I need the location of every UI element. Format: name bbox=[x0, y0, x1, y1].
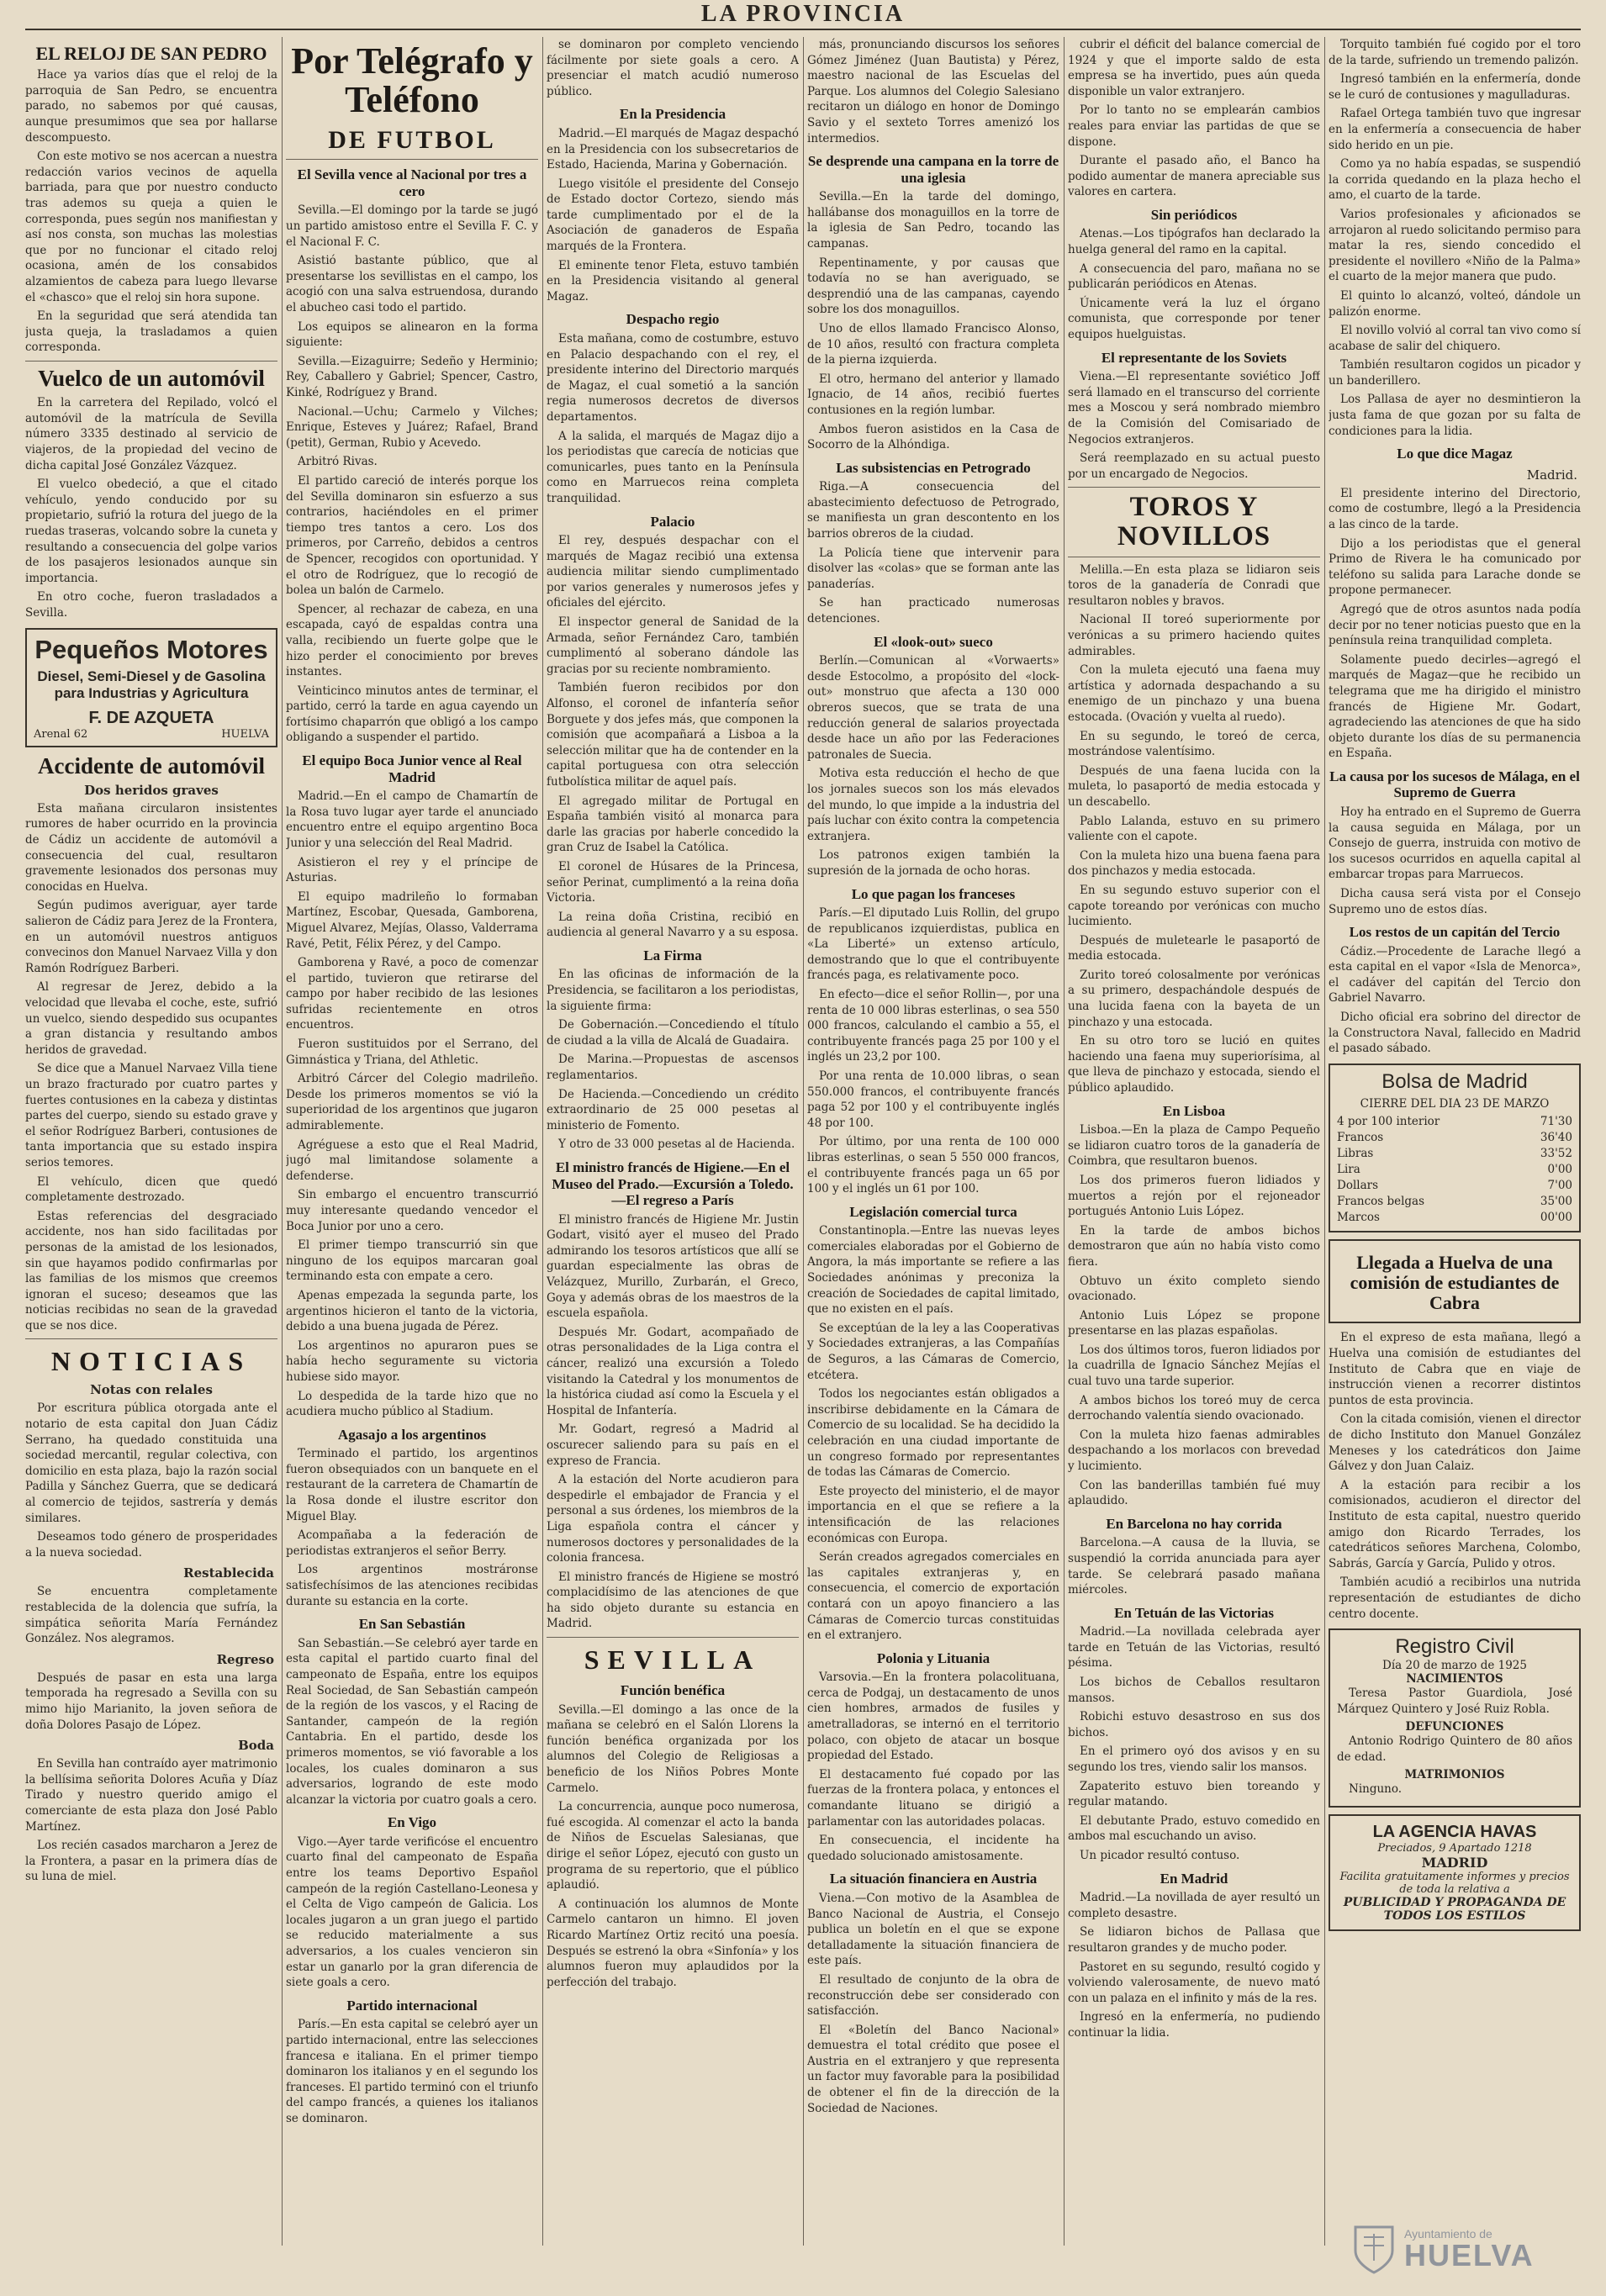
article-paragraph: Varsovia.—En la frontera polacolituana, cerca de Podgaj, un destacamento de unos cien hombres, armados de fusiles y ametralladoras, se internó en el territorio polaco, con objeto de atacar un bosque propiedad del Estado. bbox=[807, 1671, 1059, 1763]
article-paragraph: El otro, hermano del anterior y llamado Ignacio, de 14 años, recibió fuertes contusiones en la región lumbar. bbox=[807, 372, 1059, 417]
section-title: NOTICIAS bbox=[50, 1346, 252, 1377]
article-headline: EL RELOJ DE SAN PEDRO bbox=[35, 43, 267, 64]
article-paragraph: Zapaterito estuvo bien toreando y regular matando. bbox=[1068, 1779, 1320, 1809]
article-paragraph: Por lo tanto no se emplearán cambios reales para enviar las partidas de que se dispone. bbox=[1068, 103, 1320, 149]
havas-title: LA AGENCIA HAVAS bbox=[1372, 1823, 1537, 1842]
bolsa-label: Francos bbox=[1337, 1130, 1384, 1144]
article-paragraph: Constantinopla.—Entre las nuevas leyes comerciales elaboradas por el Gobierno de Angora, la más importante se refiere a las Sociedades anónimas y preconiza la creación de Sociedades de capital limitado, que no existen en el país. bbox=[807, 1224, 1059, 1317]
column-rule bbox=[803, 37, 804, 2246]
havas-address: Preciados, 9 Apartado 1218 bbox=[1377, 1842, 1532, 1855]
article-paragraph: Se encuentra completamente restablecida de la dolencia que sufría, la simpática señorita María Fernández González. Nos alegramos. bbox=[25, 1585, 277, 1646]
article-paragraph: cubrir el déficit del balance comercial de 1924 y que el importe saldo de esta empresa se ha invertido, pues aún queda disponible un valor extranjero. bbox=[1068, 38, 1320, 98]
article-headline: Función benéfica bbox=[620, 1682, 726, 1699]
article-paragraph: Madrid.—El marqués de Magaz despachó en la Presidencia con los subsecretarios de Estado, Hacienda, Marina y Gobernación. bbox=[547, 126, 799, 172]
coat-of-arms-icon bbox=[1352, 2222, 1396, 2276]
section-title: TOROS Y NOVILLOS bbox=[1117, 492, 1271, 552]
article-paragraph: En su otro toro se lució en quites haciendo una faena muy superiorísima, al que lleva de pinchazo y estocada, siendo el público aplaudido. bbox=[1068, 1034, 1320, 1095]
article-headline: En Madrid bbox=[1160, 1870, 1228, 1887]
article-headline: Despacho regio bbox=[626, 311, 720, 328]
divider bbox=[25, 1338, 277, 1339]
article-headline: El equipo Boca Junior vence al Real Madrid bbox=[302, 752, 522, 785]
article-paragraph: Después de una faena lucida con la muleta, lo pasaportó de media estocada y un descabello. bbox=[1068, 763, 1320, 809]
article-paragraph: Se dice que a Manuel Narvaez Villa tiene un brazo fracturado por cuatro partes y fuertes contusiones en la cabeza y distintas partes del cuerpo, siendo su estado grave y el señor Rodríguez Barberi, contusiones de tanta importancia que su estado inspira serios temores. bbox=[25, 1062, 277, 1169]
article-paragraph: Sevilla.—Eizaguirre; Sedeño y Herminio; Rey, Caballero y Gabriel; Spencer, Castro, Kinké, Rodríguez y Brand. bbox=[286, 354, 538, 399]
article-paragraph: Ingresó también en la enfermería, donde se le curó de contusiones y magulladuras. bbox=[1329, 72, 1581, 102]
article-paragraph: Durante el pasado año, el Banco ha podido aumentar de manera apreciable sus valores en cartera. bbox=[1068, 154, 1320, 199]
bolsa-label: Francos belgas bbox=[1337, 1194, 1425, 1208]
article-paragraph: Por último, por una renta de 100 000 libras esterlinas, o sean 5 550 000 francos, el contribuyente francés paga un 65 por 100 y el inglés un 61 por 100. bbox=[807, 1135, 1059, 1196]
article-headline: Polonia y Lituania bbox=[876, 1649, 991, 1666]
bolsa-value: 71'30 bbox=[1540, 1114, 1572, 1128]
registro-entry: Ninguno. bbox=[1349, 1782, 1403, 1797]
article-paragraph: Un picador resultó contuso. bbox=[1080, 1849, 1240, 1863]
article-paragraph: Los dos últimos toros, fueron lidiados por la cuadrilla de Ignacio Sánchez Mejías el cual tuvo una tarde superior. bbox=[1068, 1343, 1320, 1389]
article-paragraph: Se lidiaron bichos de Pallasa que resultaron grandes y de mucho poder. bbox=[1068, 1925, 1320, 1955]
bolsa-value: 0'00 bbox=[1547, 1162, 1572, 1176]
article-paragraph: Después de pasar en esta una larga temporada ha regresado a Sevilla con su mimo hijo Marianito, la joven señora de doña Dolores Pasajo de López. bbox=[25, 1671, 277, 1732]
havas-text: Facilita gratuitamente informes y precios de toda la relativa a bbox=[1339, 1871, 1570, 1897]
bolsa-row bbox=[1337, 1194, 1572, 1210]
havas-slogan: PUBLICIDAD Y PROPAGANDA DE TODOS LOS ESTILOS bbox=[1343, 1896, 1566, 1924]
bolsa-box bbox=[1329, 1064, 1581, 1232]
article-paragraph: Arbitró Cárcer del Colegio madrileño. Desde los primeros momentos se vió la superioridad de los argentinos que jugaron admirablemente. bbox=[286, 1072, 538, 1133]
article-headline: Legislación comercial turca bbox=[849, 1203, 1017, 1220]
article-paragraph: El resultado de conjunto de la obra de reconstrucción debe ser considerado con satisfacción. bbox=[807, 1972, 1059, 2019]
article-paragraph: El destacamento fué copado por las fuerzas de la frontera polaca, y entonces el comandante lituano se dirigió a parlamentar con las autoridades polacas. bbox=[807, 1767, 1059, 1829]
article-paragraph: El «Boletín del Banco Nacional» demuestra el total crédito que posee el Austria en el extranjero y que representa un factor muy favorable para la posibilidad de obtener el fin de la dirección de la Sociedad de Naciones. bbox=[807, 2023, 1059, 2115]
article-paragraph: Con la muleta hizo faenas admirables despachando a los morlacos con brevedad y lucimiento. bbox=[1068, 1428, 1320, 1474]
article-paragraph: Esta mañana circularon insistentes rumores de haber ocurrido en la provincia de Cádiz un accidente de automóvil a consecuencia del cual, resultaron gravemente lesionados dos personas muy conocidas en Huelva. bbox=[25, 801, 277, 894]
article-paragraph: Lisboa.—En la plaza de Campo Pequeño se lidiaron cuatro toros de la ganadería de Coimbra, que resultaron buenos. bbox=[1068, 1123, 1320, 1169]
article-paragraph: Berlín.—Comunican al «Vorwaerts» desde Estocolmo, a propósito del «lock-out» monstruo que afecta a 130 000 obreros suecos, que se trata de una reducción general de salarios proyectada desde hace un año por las Federaciones patronales de Suecia. bbox=[807, 654, 1059, 762]
registro-section: MATRIMONIOS bbox=[1404, 1768, 1505, 1782]
bolsa-label: 4 por 100 interior bbox=[1337, 1114, 1440, 1128]
advertisement bbox=[25, 628, 277, 747]
article-paragraph: La Policía tiene que intervenir para disolver las «colas» que se forman ante las panaderías. bbox=[807, 546, 1059, 591]
column-rule bbox=[542, 37, 543, 2246]
article-paragraph: El primer tiempo transcurrió sin que ninguno de los equipos marcaran goal terminando esta con empate a cero. bbox=[286, 1238, 538, 1284]
dateline: Madrid. bbox=[1526, 467, 1577, 483]
article-paragraph: Obtuvo un éxito completo siendo ovacionado. bbox=[1068, 1274, 1320, 1304]
article-paragraph: Al regresar de Jerez, debido a la velocidad que llevaba el coche, este, sufrió un vuelco, siendo despedido sus ocupantes a gran distancia y resultando ambos heridos de gravedad. bbox=[25, 980, 277, 1057]
article-headline: En Vigo bbox=[387, 1814, 437, 1831]
divider bbox=[25, 361, 277, 362]
article-paragraph: Uno de ellos llamado Francisco Alonso, de 10 años, resultó con fractura completa de la pierna izquierda. bbox=[807, 322, 1059, 367]
registro-date: Día 20 de marzo de 1925 bbox=[1382, 1659, 1527, 1673]
article-paragraph: El ministro francés de Higiene Mr. Justin Godart, visitó ayer el museo del Prado admirando los tesoros artísticos que allí se guardan especialmente las obras de Velázquez, Murillo, Zurbarán, el Greco, Goya y además obras de los maestros de la escuela española. bbox=[547, 1212, 799, 1321]
article-paragraph: Arbitró Rivas. bbox=[298, 455, 378, 469]
article-paragraph: Con la muleta hizo una buena faena para dos pinchazos y media estocada. bbox=[1068, 848, 1320, 879]
article-paragraph: La concurrencia, aunque poco numerosa, fué escogida. Al comenzar el acto la banda de Niños de Escuelas Salesianas, que dirige el señor López, ejecutó con gusto un programa de su repertorio, que el público aplaudió. bbox=[547, 1800, 799, 1892]
ad-address: Arenal 62 bbox=[34, 727, 88, 741]
article-paragraph: Apenas empezada la segunda parte, los argentinos hicieron el tanto de la victoria, debido a una buena jugada de Pérez. bbox=[286, 1288, 538, 1334]
article-paragraph: Ingresó en la enfermería, no pudiendo continuar la lidia. bbox=[1068, 2010, 1320, 2040]
article-paragraph: Fueron sustituidos por el Serrano, del Gimnástica y Triana, del Athletic. bbox=[286, 1037, 538, 1067]
article-paragraph: En consecuencia, el incidente ha quedado solucionado amistosamente. bbox=[807, 1834, 1059, 1863]
registro-entry: Teresa Pastor Guardiola, José Márquez Quintero y José Ruiz Robla. bbox=[1337, 1686, 1572, 1716]
article-paragraph: Veinticinco minutos antes de terminar, el partido, cerró la tarde en agua cayendo un fortísimo chaparrón que obligó a los campo obligando a suspender el partido. bbox=[286, 684, 538, 745]
article-paragraph: Se exceptúan de la ley a las Cooperativas y Sociedades extranjeras, a las Compañías de Seguros, a las Cámaras de Comercio, etcétera. bbox=[807, 1321, 1059, 1382]
article-paragraph: Ambos fueron asistidos en la Casa de Socorro de la Alhóndiga. bbox=[807, 422, 1059, 452]
article-paragraph: También fueron recibidos por don Alfonso, el coronel de infantería señor Borguete y dos jefes más, que componen la comisión que acompañará a Lisboa a la selección militar que ha de contender en la capital portuguesa con otra selección futbolística militar de aquel país. bbox=[547, 681, 799, 789]
article-paragraph: Los argentinos mostráronse satisfechísimos de las atenciones recibidas durante su estancia en la corte. bbox=[286, 1563, 538, 1608]
article-paragraph: Dicho oficial era sobrino del director de la Constructora Naval, fallecido en Madrid el pasado sábado. bbox=[1329, 1011, 1581, 1056]
article-headline: Se desprende una campana en la torre de una iglesia bbox=[807, 153, 1059, 186]
ad-footer bbox=[34, 728, 269, 741]
article-paragraph: Por escritura pública otorgada ante el notario de esta capital don Juan Cádiz Serrano, ha quedado constituida una sociedad mercantil, regular colectiva, con domicilio en esta plaza, bajo la razón social Padilla y Sánchez Guerra, que se dedicará al comercio de tejidos, sastrería y demás similares. bbox=[25, 1401, 277, 1525]
article-headline: Agasajo a los argentinos bbox=[337, 1426, 487, 1443]
article-headline: Los restos de un capitán del Tercio bbox=[1349, 924, 1561, 941]
article-paragraph: El presidente interino del Directorio, como de costumbre, llegó a la Presidencia a las cinco de la tarde. bbox=[1329, 486, 1581, 531]
article-paragraph: En su segundo, le toreó de cerca, mostrándose valentísimo. bbox=[1068, 729, 1320, 759]
article-paragraph: Solamente puedo decirles—agregó el marqués de Magaz—que he recibido un telegrama que me ha dirigido el ministro francés de Higiene Mr. Godart, agradeciendo las atenciones de que ha sido objeto durante los días de su permanencia en España. bbox=[1329, 652, 1581, 761]
article-paragraph: El partido careció de interés porque los del Sevilla dominaron sin esfuerzo a sus contrarios, haciéndoles en el primer tiempo tres tantos a cero. Los dos primeros, por Carreño, debidos a centros de Spencer, recogidos con oportunidad. Y el otro de Rodríguez, que lo recogió de bolea un balón de Carmelo. bbox=[286, 473, 538, 598]
article-headline: La causa por los sucesos de Málaga, en el Supremo de Guerra bbox=[1329, 768, 1580, 801]
article-paragraph: Hoy ha entrado en el Supremo de Guerra la causa seguida en Málaga, por un Consejo de guerra, instruida con motivo de los sucesos ocurridos en aquella capital al embarcar tropas para Marruecos. bbox=[1329, 805, 1581, 882]
article-paragraph: Según pudimos averiguar, ayer tarde salieron de Cádiz para Jerez de la Frontera, en un automóvil nuestros antiguos convecinos don Manuel Narvaez Villa y don Ramón Rodríguez Barberi. bbox=[25, 899, 277, 975]
article-paragraph: Vigo.—Ayer tarde verificóse el encuentro cuarto final del campeonato de España entre los teams Deportivo Español campeón de la región Castellano-Leonesa y el Celta de Vigo campeón de Galicia. Los locales jugaron a un gran juego el partido se reducido materialmente a sus adversarios, a los cuales vencieron sin estar un ganarlo por la gran diferencia de siete goals a cero. bbox=[286, 1834, 538, 1990]
article-paragraph: Los dos primeros fueron lidiados y muertos a rejón por el rejoneador portugués Antonio Luis López. bbox=[1068, 1173, 1320, 1219]
registro-section: DEFUNCIONES bbox=[1405, 1720, 1504, 1734]
article-paragraph: En la carretera del Repilado, volcó el automóvil de la matrícula de Sevilla número 3335 destinado al servicio de viajeros, de la propiedad del vecino de dicha capital José González Vázquez. bbox=[25, 396, 277, 472]
article-paragraph: Pastoret en su segundo, resultó cogido y volviendo valerosamente, de nuevo mató con un palaza en el infinito y más de la res. bbox=[1068, 1960, 1320, 2005]
column-1 bbox=[25, 37, 277, 2246]
article-paragraph: Esta mañana, como de costumbre, estuvo en Palacio despachando con el rey, el presidente interino del Directorio marqués de Magaz, el cual sometió a la sanción regia numerosos decretos de diversos departamentos. bbox=[547, 332, 799, 424]
article-headline: Lo que pagan los franceses bbox=[851, 885, 1016, 902]
column-6 bbox=[1329, 37, 1581, 2246]
article-paragraph: Zurito toreó colosalmente por verónicas a su primero, despachándole después de una lucida faena con la bayeta de un pinchazo y una estocada. bbox=[1068, 968, 1320, 1029]
article-paragraph: Los bichos de Ceballos resultaron mansos. bbox=[1068, 1676, 1320, 1705]
article-paragraph: Torquito también fué cogido por el toro de la tarde, sufriendo un tremendo palizón. bbox=[1329, 38, 1581, 67]
article-paragraph: Los recién casados marcharon a Jerez de la Frontera, a pasar en la primera días de su luna de miel. bbox=[25, 1839, 277, 1884]
article-paragraph: Estas referencias del desgraciado accidente, nos han sido facilitadas por personas de la amistad de los lesionados, sin que hayamos podido confirmarlas por las familias de los mismos que creemos ignoran el suceso; deseamos que las noticias recibidas no sean de la gravedad que se nos dice. bbox=[25, 1209, 277, 1333]
article-paragraph: Luego visitóle el presidente del Consejo de Estado doctor Cortezo, siendo más tarde cumplimentado por el de la Asociación de ganaderos de España marqués de la Frontera. bbox=[547, 177, 799, 254]
bolsa-value: 7'00 bbox=[1547, 1178, 1572, 1192]
registro-section: NACIMIENTOS bbox=[1406, 1672, 1503, 1686]
article-headline: Sin periódicos bbox=[1150, 206, 1238, 223]
article-subheadline: Dos heridos graves bbox=[84, 782, 219, 798]
article-paragraph: El rey, después despachar con el marqués de Magaz recibió una extensa audiencia militar siendo cumplimentado por varios generales y numerosos jefes y oficiales del ejército. bbox=[547, 534, 799, 610]
article-paragraph: Dijo a los periodistas que el general Primo de Rivera le ha comunicado por teléfono su salida para Larache donde se propone permanecer. bbox=[1329, 536, 1581, 598]
ad-title: Pequeños Motores bbox=[34, 634, 268, 664]
article-paragraph: En Sevilla han contraído ayer matrimonio la bellísima señorita Dolores Acuña y Díaz Tirado y nuestro querido amigo el comerciante de esta plaza don José Pablo Martínez. bbox=[25, 1757, 277, 1834]
article-paragraph: El equipo madrileño lo formaban Martínez, Escobar, Quesada, Gamborena, Miguel Alvarez, Mejías, Olasso, Valderrama Ravé, Petit, Félix Pérez, y del Campo. bbox=[286, 889, 538, 951]
article-paragraph: A ambos bichos los toreó muy de cerca derrochando valentía siendo ovacionado. bbox=[1068, 1393, 1320, 1423]
article-paragraph: Cádiz.—Procedente de Larache llegó a esta capital en el vapor «Isla de Menorca», el cadáver del capitán del Tercio don Gabriel Navarro. bbox=[1329, 944, 1581, 1005]
bolsa-value: 36'40 bbox=[1540, 1130, 1572, 1144]
article-paragraph: Después de muletearle le pasaportó de media estocada. bbox=[1068, 933, 1320, 963]
article-paragraph: Mr. Godart, regresó a Madrid al oscurecer saliendo para su país en el expreso de Francia. bbox=[547, 1422, 799, 1468]
article-paragraph: Robichi estuvo desastroso en sus dos bichos. bbox=[1068, 1710, 1320, 1739]
article-subheadline: Notas con relales bbox=[90, 1382, 213, 1398]
article-paragraph: Los equipos se alinearon en la forma siguiente: bbox=[286, 319, 538, 350]
article-headline: El «look-out» sueco bbox=[874, 633, 993, 650]
article-paragraph: Asistió bastante público, que al presentarse los sevillistas en el campo, los acogió con una salva estruendosa, durando el abucheo casi todo el partido. bbox=[286, 254, 538, 315]
article-paragraph: Repentinamente, y por causas que todavía no se han averiguado, se desprendió una de las campanas, cayendo sobre los dos monaguillos. bbox=[807, 256, 1059, 317]
article-paragraph: Atenas.—Los tipógrafos han declarado la huelga general del ramo en la capital. bbox=[1068, 227, 1320, 257]
article-paragraph: Terminado el partido, los argentinos fueron obsequiados con un banquete en el restaurant de la carretera de Chamartín de la Rosa donde el ilustre escritor don Miguel Blay. bbox=[286, 1447, 538, 1523]
article-paragraph: El agregado militar de Portugal en España también visitó al monarca para darle las gracias por haberle concedido la gran Cruz de Isabel la Católica. bbox=[547, 794, 799, 855]
article-paragraph: El ministro francés de Higiene se mostró complacidísimo de las atenciones de que ha sido objeto durante su estancia en Madrid. bbox=[547, 1570, 799, 1631]
article-paragraph: Será reemplazado en su actual puesto por un encargado de Negocios. bbox=[1068, 451, 1320, 481]
article-paragraph: A continuación los alumnos de Monte Carmelo cantaron un himno. El joven Ricardo Martínez Ortiz recitó una poesía. Después se estrenó la obra «Sinfonía» y los alumnos fueron muy aplaudidos por la perfección del trabajo. bbox=[547, 1897, 799, 1989]
bolsa-label: Dollars bbox=[1337, 1178, 1379, 1192]
watermark-line: Ayuntamiento de bbox=[1404, 2227, 1492, 2241]
havas-advertisement bbox=[1329, 1814, 1581, 1931]
bolsa-row bbox=[1337, 1210, 1572, 1226]
bolsa-label: Libras bbox=[1337, 1146, 1374, 1160]
ad-line: para Industrias y Agricultura bbox=[54, 684, 249, 701]
article-paragraph: Los argentinos no apuraron pues se había hecho seguramente su victoria hubiese sido mayor. bbox=[286, 1338, 538, 1384]
article-headline: Llegada a Huelva de una comisión de estudiantes de Cabra bbox=[1350, 1251, 1560, 1314]
article-headline: En Barcelona no hay corrida bbox=[1106, 1515, 1282, 1532]
column-4 bbox=[807, 37, 1059, 2246]
article-paragraph: Acompañaba a la federación de periodistas extranjeros el señor Berry. bbox=[286, 1528, 538, 1558]
article-paragraph: Lo despedida de la tarde hizo que no acudiera mucho público al Stadium. bbox=[286, 1389, 538, 1419]
article-headline: El Sevilla vence al Nacional por tres a cero bbox=[297, 166, 527, 199]
article-headline: Vuelco de un automóvil bbox=[38, 365, 265, 391]
bolsa-row bbox=[1337, 1146, 1572, 1162]
ad-line: Diesel, Semi-Diesel y de Gasolina bbox=[37, 668, 266, 684]
article-paragraph: En la tarde de ambos bichos demostraron que aún no había visto como fiera. bbox=[1068, 1223, 1320, 1269]
article-headline: Lo que dice Magaz bbox=[1397, 446, 1513, 462]
article-headline: Palacio bbox=[650, 513, 695, 530]
article-paragraph: San Sebastián.—Se celebró ayer tarde en esta capital el partido cuarto final del campeonato de España, entre los equipos Real Sociedad, de San Sebastián campeón de la región de los vascos, y el Racing de Santander, campeón de la región Cantabria. En el partido, desde los primeros momentos, se vió favorable a los locales, los cuales dominaron a sus adversarios, logrando de este modo alcanzar la victoria por cuatro goals a cero. bbox=[286, 1636, 538, 1807]
article-paragraph: Viena.—Con motivo de la Asamblea de Banco Nacional de Austria, el Consejo publica un boletín en el que se expone detalladamente la situación financiera de este país. bbox=[807, 1891, 1059, 1968]
article-paragraph: Con la citada comisión, vienen el director de dicho Instituto don Manuel González Meneses y los catedráticos don Jaime Gálvez y don Juan Calaiz. bbox=[1329, 1412, 1581, 1474]
article-paragraph: Sin embargo el encuentro transcurrió muy interesante quedando vencedor el Boca Junior por uno a cero. bbox=[286, 1188, 538, 1233]
article-paragraph: Barcelona.—A causa de la lluvia, se suspendió la corrida anunciada para ayer tarde. Se celebrará pasado mañana miércoles. bbox=[1068, 1536, 1320, 1597]
article-paragraph: Hace ya varios días que el reloj de la parroquia de San Pedro, se encuentra parado, no sabemos por qué causas, aunque presumimos que sea por hallarse descompuesto. bbox=[25, 68, 277, 145]
article-paragraph: Con la muleta ejecutó una faena muy artística y adornada despachando a su enemigo de un pinchazo y una buena estocada. (Ovación y vuelta al ruedo). bbox=[1068, 663, 1320, 724]
article-paragraph: Los Pallasa de ayer no desmintieron la justa fama de que gozan por su falta de condiciones para la lidia. bbox=[1329, 393, 1581, 438]
article-paragraph: Madrid.—En el campo de Chamartín de la Rosa tuvo lugar ayer tarde el anunciado encuentro entre el equipo argentino Boca Junior y una selección del Real Madrid. bbox=[286, 789, 538, 850]
bolsa-label: Lira bbox=[1337, 1162, 1360, 1176]
article-paragraph: Por una renta de 10.000 libras, o sean 550.000 francos, el contribuyente francés paga 52 por 100 y el contribuyente inglés 48 por 100. bbox=[807, 1069, 1059, 1130]
article-paragraph: Deseamos todo género de prosperidades a la nueva sociedad. bbox=[25, 1530, 277, 1560]
article-paragraph: Dicha causa será vista por el Consejo Supremo uno de estos días. bbox=[1329, 886, 1581, 916]
article-paragraph: Motiva esta reducción el hecho de que los jornales suecos son los más elevados del mundo, lo que impide a la industria del país luchar con éxito contra la competencia extranjera. bbox=[807, 767, 1059, 843]
article-paragraph: El quinto lo alcanzó, volteó, dándole un palizón enorme. bbox=[1329, 288, 1581, 319]
registro-entry: Antonio Rodrigo Quintero de 80 años de edad. bbox=[1337, 1734, 1572, 1764]
article-paragraph: Melilla.—En esta plaza se lidiaron seis toros de la ganadería de Conradi que resultaron nobles y bravos. bbox=[1068, 562, 1320, 608]
article-paragraph: más, pronunciando discursos los señores Gómez Jiménez (Juan Bautista) y Pérez, maestro nacional de las Escuelas del Parque. Los alumnos del Colegio Salesiano recitaron un diálogo en honor de Domingo Savio y el sexteto Torres amenizó los intermedios. bbox=[807, 38, 1059, 145]
registro-title: Registro Civil bbox=[1395, 1635, 1514, 1659]
article-paragraph: Agréguese a esto que el Real Madrid, jugó mal limitandose solamente a defenderse. bbox=[286, 1137, 538, 1183]
column-2 bbox=[286, 37, 538, 2246]
bolsa-value: 00'00 bbox=[1540, 1210, 1572, 1224]
article-headline: La situación financiera en Austria bbox=[829, 1871, 1038, 1887]
article-paragraph: El vuelco obedeció, a que el citado vehículo, yendo conducido por su propietario, sufrió la rotura del juego de la ruedas traseras, volcando sobre la cuneta y resultando a consecuencia del golpe varios de los pasajeros lesionados aunque sin importancia. bbox=[25, 478, 277, 585]
column-3 bbox=[547, 37, 799, 2246]
article-paragraph: También acudió a recibirlos una nutrida representación de estudiantes de dicho centro docente. bbox=[1329, 1576, 1581, 1621]
havas-city: MADRID bbox=[1421, 1855, 1488, 1871]
article-paragraph: Después Mr. Godart, acompañado de otras personalidades de la Liga contra el cáncer, realizó una excursión a Toledo visitando la Catedral y los monumentos de la histórica ciudad así como la Escuela y el Hospital de Infantería. bbox=[547, 1325, 799, 1417]
article-headline: En San Sebastián bbox=[358, 1616, 466, 1633]
article-paragraph: Los patronos exigen también la supresión de la jornada de ocho horas. bbox=[807, 848, 1059, 878]
article-paragraph: Serán creados agregados comerciales en las capitales extranjeras y, en consecuencia, el comercio de exportación contará con un apoyo financiero a las Cámaras de Comercio turcas constituidas en el extranjero. bbox=[807, 1550, 1059, 1643]
article-headline: El representante de los Soviets bbox=[1101, 349, 1287, 366]
article-paragraph: La reina doña Cristina, recibió en audiencia al general Navarro y a su esposa. bbox=[547, 910, 799, 940]
article-paragraph: Pablo Lalanda, estuvo en su primero valiente con el capote. bbox=[1068, 814, 1320, 844]
article-headline: Partido internacional bbox=[346, 1997, 478, 2014]
section-title: Por Telégrafo y Teléfono bbox=[291, 40, 533, 121]
article-paragraph: A la salida, el marqués de Magaz dijo a los periodistas que carecía de noticias que comunicarles, pues tanto en la Península como en Marruecos reina completa tranquilidad. bbox=[547, 429, 799, 505]
article-headline: En Tetuán de las Victorias bbox=[1114, 1604, 1274, 1621]
article-paragraph: De Hacienda.—Concediendo un crédito extraordinario de 25 000 pesetas al ministerio de Fomento. bbox=[547, 1087, 799, 1132]
article-paragraph: Únicamente verá la luz el órgano comunista, que corresponde por tener equipos huelguistas. bbox=[1068, 296, 1320, 342]
article-paragraph: Spencer, al rechazar de cabeza, en una escapada, cayó de espaldas contra una valla, recibiendo un fuerte golpe que le hizo perder el conocimiento por breves instantes. bbox=[286, 602, 538, 679]
watermark-text bbox=[1404, 2227, 1535, 2271]
article-paragraph: Madrid.—La novillada celebrada ayer tarde en Tetuán de las Victorias, resultó pésima. bbox=[1068, 1625, 1320, 1671]
article-headline: La Firma bbox=[643, 947, 702, 963]
article-paragraph: Asistieron el rey y el príncipe de Asturias. bbox=[286, 855, 538, 885]
article-subheadline: Regreso bbox=[216, 1651, 274, 1667]
article-paragraph: En efecto—dice el señor Rollin—, por una renta de 10 000 libras esterlinas, o sea 550 000 francos, calculando el cambio a 55, el contribuyente francés paga 25 por 100 y el inglés un 23,2 por 100. bbox=[807, 988, 1059, 1064]
article-headline: Accidente de automóvil bbox=[38, 752, 265, 779]
cabra-box bbox=[1329, 1239, 1581, 1324]
article-subheadline: Boda bbox=[238, 1738, 274, 1754]
bolsa-subtitle: CIERRE DEL DIA 23 DE MARZO bbox=[1360, 1096, 1550, 1111]
article-paragraph: En las oficinas de información de la Presidencia, se facilitaron a los periodistas, la siguiente firma: bbox=[547, 968, 799, 1013]
article-paragraph: Riga.—A consecuencia del abastecimiento defectuoso de Petrogrado, se manifiesta un gran descontento en los barrios obreros de la ciudad. bbox=[807, 480, 1059, 541]
bolsa-title: Bolsa de Madrid bbox=[1381, 1069, 1528, 1093]
article-paragraph: Agregó que de otros asuntos nada podía decir por no tener noticias puesto que en la península reina tranquilidad completa. bbox=[1329, 602, 1581, 648]
article-headline: En la Presidencia bbox=[619, 106, 726, 123]
archive-watermark bbox=[1352, 2218, 1596, 2280]
article-headline: En Lisboa bbox=[1162, 1102, 1226, 1119]
article-paragraph: Con este motivo se nos acercan a nuestra redacción varios vecinos de aquella barriada, para que por nuestro conducto tras ademos su queja a quien le corresponda, pues según nos manifiestan y así nos consta, son muchas las molestias que por no funcionar el citado reloj ocasiona, amén de los consabidos alzamientos de cabeza para luego llevarse el «chasco» que el reloj sin hora supone. bbox=[25, 150, 277, 304]
divider bbox=[547, 1637, 799, 1638]
article-paragraph: En su segundo estuvo superior con el capote toreando por verónicas con mucho lucimiento. bbox=[1068, 883, 1320, 929]
ad-company: F. DE AZQUETA bbox=[88, 708, 214, 727]
bolsa-row bbox=[1337, 1162, 1572, 1178]
article-paragraph: Sevilla.—El domingo por la tarde se jugó un partido amistoso entre el Sevilla F. C. y el Nacional F. C. bbox=[286, 203, 538, 249]
article-paragraph: se dominaron por completo venciendo fácilmente por siete goals a cero. A presenciar el match acudió numeroso público. bbox=[547, 38, 799, 98]
article-paragraph: En la seguridad que será atendida tan justa queja, la trasladamos a quien corresponda. bbox=[25, 309, 277, 355]
article-paragraph: Todos los negociantes están obligados a inscribirse debidamente en la Cámara de Comercio de su localidad. Se ha decidido la celebración en una ciudad importante de un congreso formado por representantes de todas las Cámaras de Comercio. bbox=[807, 1387, 1059, 1480]
article-paragraph: Se han practicado numerosas detenciones. bbox=[807, 596, 1059, 626]
article-paragraph: Nacional II toreó superiormente por verónicas a su primero haciendo quites admirables. bbox=[1068, 613, 1320, 658]
article-paragraph: En el primero oyó dos avisos y en su segundo los tres, viendo salir los mansos. bbox=[1068, 1744, 1320, 1775]
article-paragraph: Madrid.—La novillada de ayer resultó un completo desastre. bbox=[1068, 1891, 1320, 1920]
section-title: SEVILLA bbox=[584, 1644, 762, 1676]
article-paragraph: Varios profesionales y aficionados se arrojaron al ruedo solicitando permiso para matar la res, siendo concedido el presidente el novillero «Niño de la Palma» el cuarto de la mejor manera que pudo. bbox=[1329, 207, 1581, 284]
bolsa-row bbox=[1337, 1178, 1572, 1194]
bolsa-table bbox=[1337, 1114, 1572, 1226]
ad-city: HUELVA bbox=[221, 727, 269, 741]
article-paragraph: Con las banderillas también fué muy aplaudido. bbox=[1068, 1478, 1320, 1508]
article-headline: El ministro francés de Higiene.—En el Museo del Prado.—Excursión a Toledo.—El regreso a París bbox=[552, 1159, 794, 1209]
watermark-line: HUELVA bbox=[1404, 2238, 1535, 2272]
article-paragraph: Rafael Ortega también tuvo que ingresar en la enfermería a consecuencia de haber sido herido en un pie. bbox=[1329, 107, 1581, 152]
bolsa-row bbox=[1337, 1130, 1572, 1146]
article-paragraph: El debutante Prado, estuvo comedido en ambos mal escuchando un aviso. bbox=[1068, 1813, 1320, 1844]
divider bbox=[286, 159, 538, 160]
divider bbox=[1068, 487, 1320, 488]
article-paragraph: El coronel de Húsares de la Princesa, señor Perinat, cumplimentó a la reina doña Victoria. bbox=[547, 859, 799, 905]
article-subheadline: Restablecida bbox=[183, 1565, 274, 1581]
article-paragraph: París.—En esta capital se celebró ayer un partido internacional, entre las selecciones francesa e italiana. En el primer tiempo dominaron los italianos y en el segundo los franceses. El partido terminó con el triunfo del campo francés, a quienes los italianos se dominaron. bbox=[286, 2018, 538, 2125]
article-headline: Las subsistencias en Petrogrado bbox=[836, 459, 1031, 476]
article-paragraph: París.—El diputado Luis Rollin, del grupo de republicanos izquierdistas, publica en «La Liberté» un extenso artículo, demostrando que lo que el contribuyente francés paga, es relativamente poco. bbox=[807, 906, 1059, 983]
bolsa-label: Marcos bbox=[1337, 1210, 1380, 1224]
article-paragraph: El vehículo, dicen que quedó completamente destrozado. bbox=[25, 1174, 277, 1205]
masthead: LA PROVINCIA bbox=[25, 0, 1581, 30]
article-paragraph: Este proyecto del ministerio, el de mayor importancia en el que se refiere a la intensificación de las relaciones económicas con Europa. bbox=[807, 1484, 1059, 1545]
article-paragraph: De Marina.—Propuestas de ascensos reglamentarios. bbox=[547, 1053, 799, 1083]
article-paragraph: Sevilla.—El domingo a las once de la mañana se celebró en el Salón Llorens la función benéfica organizada por los alumnos del Colegio de Religiosas a beneficio de los Niños Pobres Monte Carmelo. bbox=[547, 1702, 799, 1795]
column-5 bbox=[1068, 37, 1320, 2246]
article-paragraph: El eminente tenor Fleta, estuvo también en la Presidencia visitando al general Magaz. bbox=[547, 258, 799, 303]
article-paragraph: En el expreso de esta mañana, llegó a Huelva una comisión de estudiantes del Instituto de Cabra que en viaje de instrucción vienen a recorrer distintos puntos de esta provincia. bbox=[1329, 1331, 1581, 1407]
bolsa-value: 33'52 bbox=[1540, 1146, 1572, 1160]
article-paragraph: Viena.—El representante soviético Joff será llamado en el transcurso del corriente mes a Moscou y será nombrado miembro de la Comisión del Comisariado de Negocios extranjeros. bbox=[1068, 370, 1320, 446]
article-paragraph: También resultaron cogidos un picador y un banderillero. bbox=[1329, 358, 1581, 388]
registro-box bbox=[1329, 1628, 1581, 1808]
article-paragraph: En otro coche, fueron trasladados a Sevilla. bbox=[25, 590, 277, 620]
article-paragraph: Como ya no había espadas, se suspendió la corrida quedando en la plaza hecho el amo, el cuarto de la tarde. bbox=[1329, 157, 1581, 203]
article-paragraph: El inspector general de Sanidad de la Armada, señor Fernández Caro, también cumplimentó al soberano dándole las gracias por su reciente nombramiento. bbox=[547, 615, 799, 676]
column-rule bbox=[282, 37, 283, 2246]
section-subtitle: DE FUTBOL bbox=[328, 126, 496, 155]
bolsa-value: 35'00 bbox=[1540, 1194, 1572, 1208]
article-paragraph: Y otro de 33 000 pesetas al de Hacienda. bbox=[558, 1137, 795, 1152]
column-rule bbox=[1324, 37, 1325, 2246]
article-paragraph: Nacional.—Uchu; Carmelo y Vilches; Enrique, Esteves y Juárez; Rafael, Brand (petit), German, Rubio y Acevedo. bbox=[286, 404, 538, 450]
article-paragraph: De Gobernación.—Concediendo el título de ciudad a la villa de Alcalá de Guadaira. bbox=[547, 1018, 799, 1048]
column-rule bbox=[1064, 37, 1065, 2246]
article-paragraph: El novillo volvió al corral tan vivo como sí acabase de salir del chiquero. bbox=[1329, 324, 1581, 353]
article-paragraph: A consecuencia del paro, mañana no se publicarán periódicos en Atenas. bbox=[1068, 261, 1320, 292]
article-paragraph: A la estación para recibir a los comisionados, acudieron el director del Instituto de esta capital, nuestro querido amigo don Ricardo Terrades, los catedráticos señores Marchena, Colombo, Sabrás, García y García, Pulido y otros. bbox=[1329, 1478, 1581, 1570]
article-paragraph: Gamborena y Ravé, a poco de comenzar el partido, tuvieron que retirarse del campo por haber recibido de las lesiones sufridas recientemente en otros encuentros. bbox=[286, 956, 538, 1032]
article-paragraph: Antonio Luis López se propone presentarse en las plazas españolas. bbox=[1068, 1308, 1320, 1338]
bolsa-row bbox=[1337, 1114, 1572, 1130]
article-paragraph: A la estación del Norte acudieron para despedirle el embajador de Francia y el personal a sus órdenes, los miembros de la Liga española contra el cáncer y numerosos doctores y personalidades de la colonia francesa. bbox=[547, 1473, 799, 1565]
article-paragraph: Sevilla.—En la tarde del domingo, hallábanse dos monaguillos en la torre de la iglesia de San Pedro, tocando las campanas. bbox=[807, 190, 1059, 251]
